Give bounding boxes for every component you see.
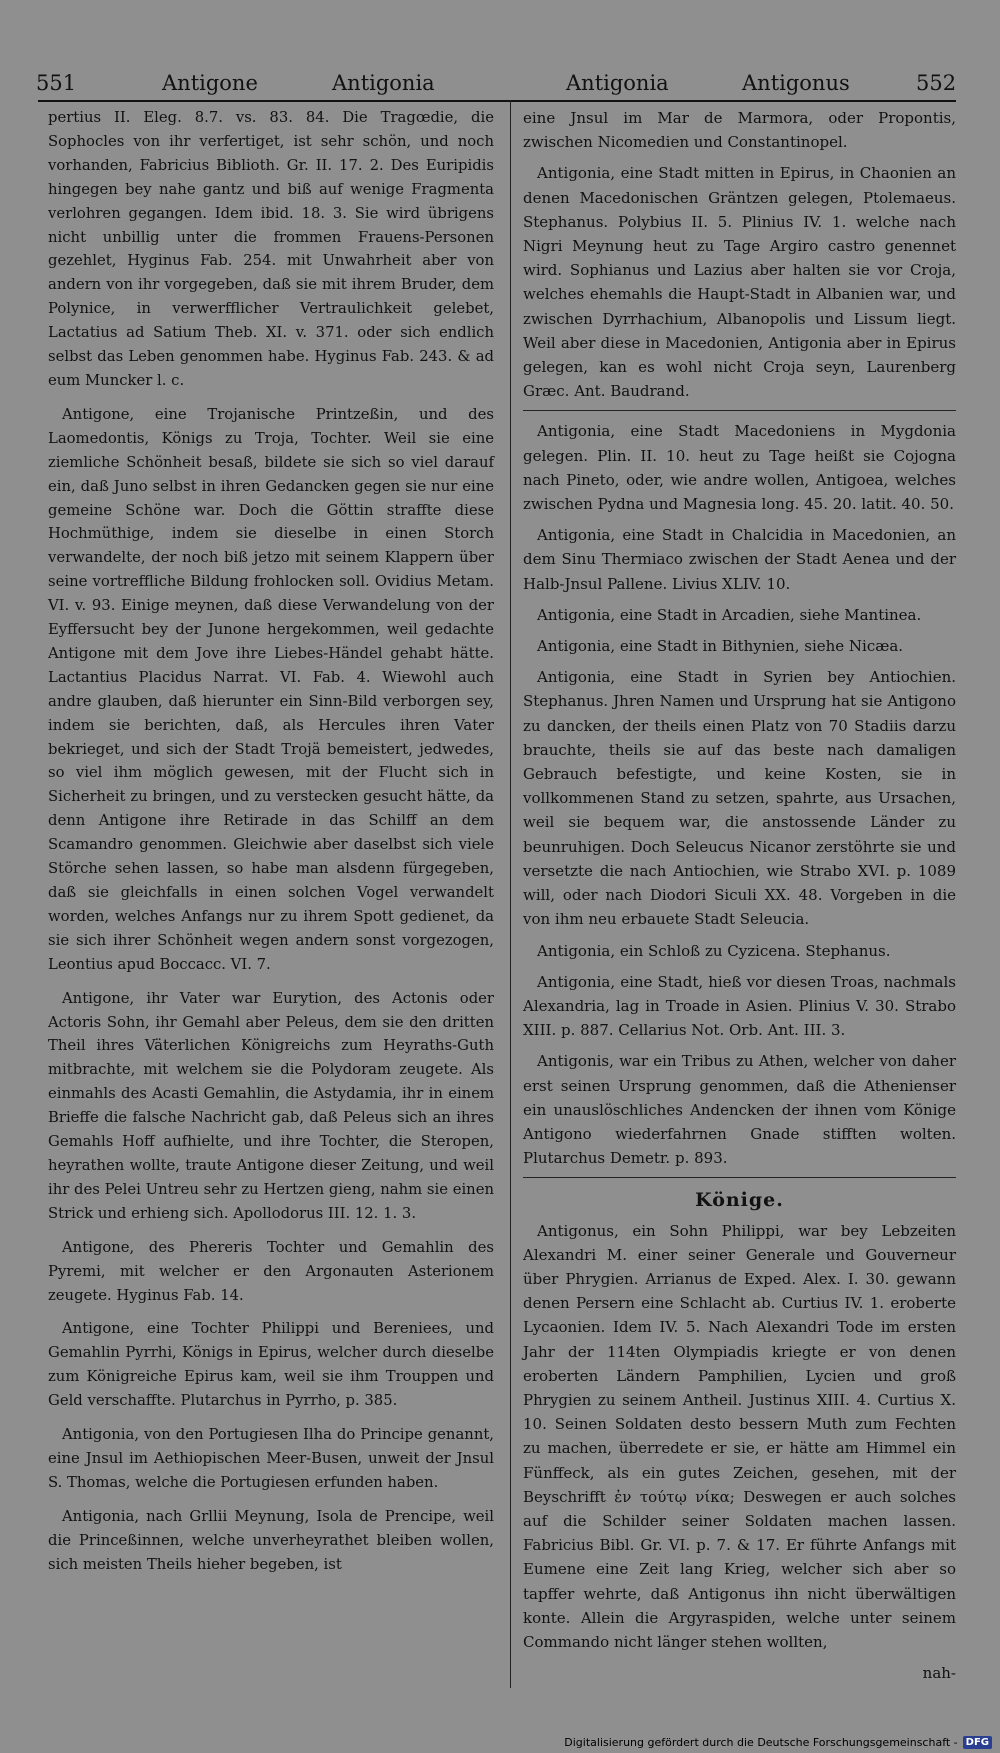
paragraph: Antigone, ihr Vater war Eurytion, des Actonis oder Actoris Sohn, ihr Gemahl aber Peleus, dem sie den dritten Theil ihres Väterlichen Königreichs zum Heyraths-Guth mitbrachte, mit welchem sie die Polydoram zeugete. Als einmahls des Acasti Gemahlin, die Astydamia, ihr in einem Brieffe die falsche Nachricht gab, daß Peleus sich an ihres Gemahls Hoff aufhielte, und ihre Tochter, die Steropen, heyrathen wollte, traute Antigone dieser Zeitung, und weil ihr des Pelei Untreu sehr zu Hertzen gieng, nahm sie einen Strick und erhieng sich. Apollodorus III. 12. 1. 3. bbox=[48, 989, 494, 1222]
paragraph: Antigonia, eine Stadt in Chalcidia in Macedonien, an dem Sinu Thermiaco zwischen der Stadt Aenea und der Halb-Jnsul Pallene. Livius XLIV. 10. bbox=[523, 526, 956, 593]
paragraph: Antigonia, eine Stadt in Bithynien, siehe Nicæa. bbox=[537, 637, 904, 656]
left-column bbox=[48, 106, 494, 1586]
paragraph: eine Jnsul im Mar de Marmora, oder Propontis, zwischen Nicomedien und Constantinopel. bbox=[523, 109, 956, 152]
paragraph: Antigonus, ein Sohn Philippi, war bey Lebzeiten Alexandri M. einer seiner Generale und Gouverneur über Phrygien. Arrianus de Exped. Alex. I. 30. gewann denen Persern eine Schlacht ab. Curtius IV. 1. eroberte Lycaonien. Idem IV. 5. Nach Alexandri Tode im ersten Jahr der 114ten Olympiadis kriegte er von denen eroberten Ländern Pamphilien, Lycien und groß Phrygien zu seinem Antheil. Justinus XIII. 4. Curtius X. 10. Seinen Soldaten desto bessern Muth zum Fechten zu machen, überredete er sie, er hätte am Himmel ein Fünffeck, als ein gutes Zeichen, gesehen, mit der Beyschrifft ἐν τούτῳ νίκα; Deswegen er auch solches auf die Schilder seiner Soldaten machen lassen. Fabricius Bibl. Gr. VI. p. 7. & 17. Er führte Anfangs mit Eumene eine Zeit lang Krieg, welcher sich aber so tapffer wehrte, daß Antigonus ihn nicht überwältigen konte. Allein die Argyraspiden, welche unter seinem Commando nicht länger stehen wollten, bbox=[523, 1221, 956, 1651]
page-number-right: 552 bbox=[916, 71, 957, 95]
right-column bbox=[523, 106, 956, 1685]
catchword: nah- bbox=[922, 1664, 956, 1683]
running-header bbox=[36, 66, 956, 100]
header-keyword-right-1: Antigonia bbox=[566, 71, 669, 95]
dfg-logo-icon: DFG bbox=[963, 1736, 992, 1749]
paragraph: Antigonia, eine Stadt mitten in Epirus, in Chaonien an denen Macedonischen Gräntzen gelegen, Ptolemaeus. Stephanus. Polybius II. 5. Plinius IV. 1. welche nach Nigri Meynung heut zu Tage Argiro castro genennet wird. Sophianus und Lazius aber halten sie vor Croja, welches ehemahls die Haupt-Stadt in Albanien war, und zwischen Dyrrhachium, Albanopolis und Lissum liegt. Weil aber diese in Macedonien, Antigonia aber in Epirus gelegen, kan es wohl nicht Croja seyn, Laurenberg Græc. Ant. Baudrand. bbox=[523, 164, 956, 401]
footer-text: Digitalisierung gefördert durch die Deutsche Forschungsgemeinschaft - bbox=[564, 1735, 958, 1749]
entry-rule bbox=[523, 410, 956, 411]
column-divider bbox=[510, 100, 511, 1688]
header-keyword-left-1: Antigone bbox=[162, 71, 258, 95]
paragraph: Antigonia, ein Schloß zu Cyzicena. Stephanus. bbox=[537, 941, 891, 960]
paragraph: pertius II. Eleg. 8.7. vs. 83. 84. Die Tragœdie, die Sophocles von ihr verfertiget, ist sehr schön, und noch vorhanden, Fabricius Biblioth. Gr. II. 17. 2. Des Euripidis hingegen bey nahe gantz und biß auf wenige Fragmenta verlohren gegangen. Idem ibid. 18. 3. Sie wird übrigens nicht unbillig unter die frommen Frauens-Personen gezehlet, Hyginus Fab. 254. mit Unwahrheit aber von andern von ihr vorgegeben, daß sie mit ihrem Bruder, dem Polynice, in verwerfflicher Vertraulichkeit gelebet, Lactatius ad Satium Theb. XI. v. 371. oder sich endlich selbst das Leben genommen habe. Hyginus Fab. 243. & ad eum Muncker l. c. bbox=[48, 109, 494, 389]
paragraph: Antigonis, war ein Tribus zu Athen, welcher von daher erst seinen Ursprung genommen, daß die Athenienser ein unauslöschliches Andencken der ihnen vom Könige Antigono wiederfahrnen Gnade stifften wolten. Plutarchus Demetr. p. 893. bbox=[523, 1052, 956, 1168]
header-keyword-left-2: Antigonia bbox=[332, 71, 435, 95]
page-number-left: 551 bbox=[36, 71, 77, 95]
paragraph: Antigonia, eine Stadt Macedoniens in Mygdonia gelegen. Plin. II. 10. heut zu Tage heißt sie Cojogna nach Pineto, oder, wie andre wollen, Antigoea, welches zwischen Pydna und Magnesia long. 45. 20. latit. 40. 50. bbox=[523, 422, 956, 514]
header-rule bbox=[38, 100, 956, 102]
paragraph: Antigonia, eine Stadt in Syrien bey Antiochien. Stephanus. Jhren Namen und Ursprung hat sie Antigono zu dancken, der theils einen Platz von 70 Stadiis darzu brauchte, theils sie auf das beste nach damaligen Gebrauch befestigte, und keine Kosten, sie in vollkommenen Stand zu setzen, spahrte, aus Ursachen, weil sie bequem war, die anstossende Länder zu beunruhigen. Doch Seleucus Nicanor zerstöhrte sie und versetzte die nach Antiochien, wie Strabo XVI. p. 1089 will, oder nach Diodori Siculi XX. 48. Vorgeben in die von ihm neu erbauete Stadt Seleucia. bbox=[523, 668, 956, 929]
paragraph: Antigone, eine Trojanische Printzeßin, und des Laomedontis, Königs zu Troja, Tochter. Weil sie eine ziemliche Schönheit besaß, bildete sie sich so viel darauf ein, daß Juno selbst in ihren Gedancken gegen sie nur eine gemeine Schöne war. Doch die Göttin straffte diese Hochmüthige, indem sie dieselbe in einen Storch verwandelte, der noch biß jetzo mit seinem Klappern über seine vortreffliche Bildung frohlocken soll. Ovidius Metam. VI. v. 93. Einige meynen, daß diese Verwandelung von der Eyffersucht bey der Junone hergekommen, weil gedachte Antigone mit dem Jove ihre Liebes-Händel gehabt hätte. Lactantius Placidus Narrat. VI. Fab. 4. Wiewohl auch andre glauben, daß hierunter ein Sinn-Bild verborgen sey, indem sie berichten, daß, als Hercules ihren Vater bekrieget, und sich der Stadt Trojä bemeistert, jedwedes, so viel ihm möglich gewesen, mit der Flucht sich in Sicherheit zu bringen, und zu verstecken gesucht hätte, da denn Antigone ihre Retirade in das Schilff an dem Scamandro genommen. Gleichwie aber daselbst sich viele Störche sehen lassen, so habe man alsdenn fürgegeben, daß sie gleichfalls in einen solchen Vogel verwandelt worden, welches Anfangs nur zu ihrem Spott gedienet, da sie sich ihrer Schönheit wegen andern sonst vorgezogen, Leontius apud Boccacc. VI. 7. bbox=[48, 405, 494, 973]
paragraph: Antigone, eine Tochter Philippi und Bereniees, und Gemahlin Pyrrhi, Königs in Epirus, welcher durch dieselbe zum Königreiche Epirus kam, weil sie ihm Trouppen und Geld verschaffte. Plutarchus in Pyrrho, p. 385. bbox=[48, 1320, 494, 1410]
section-rule bbox=[523, 1177, 956, 1178]
header-keyword-right-2: Antigonus bbox=[742, 71, 850, 95]
paragraph: Antigonia, von den Portugiesen Ilha do Principe genannt, eine Jnsul im Aethiopischen Meer-Busen, unweit der Jnsul S. Thomas, welche die Portugiesen erfunden haben. bbox=[48, 1426, 494, 1491]
paragraph: Antigone, des Phereris Tochter und Gemahlin des Pyremi, mit welcher er den Argonauten Asterionem zeugete. Hyginus Fab. 14. bbox=[48, 1238, 494, 1304]
paragraph: Antigonia, eine Stadt in Arcadien, siehe Mantinea. bbox=[537, 605, 922, 624]
paragraph: Antigonia, eine Stadt, hieß vor diesen Troas, nachmals Alexandria, lag in Troade in Asien. Plinius V. 30. Strabo XIII. p. 887. Cellarius Not. Orb. Ant. III. 3. bbox=[523, 972, 956, 1040]
digitization-footer bbox=[564, 1733, 992, 1751]
paragraph: Antigonia, nach Grllii Meynung, Isola de Prencipe, weil die Princeßinnen, welche unverheyrathet bleiben wollen, sich meisten Theils hieher begeben, ist bbox=[48, 1507, 494, 1573]
section-title: Könige. bbox=[695, 1189, 784, 1212]
